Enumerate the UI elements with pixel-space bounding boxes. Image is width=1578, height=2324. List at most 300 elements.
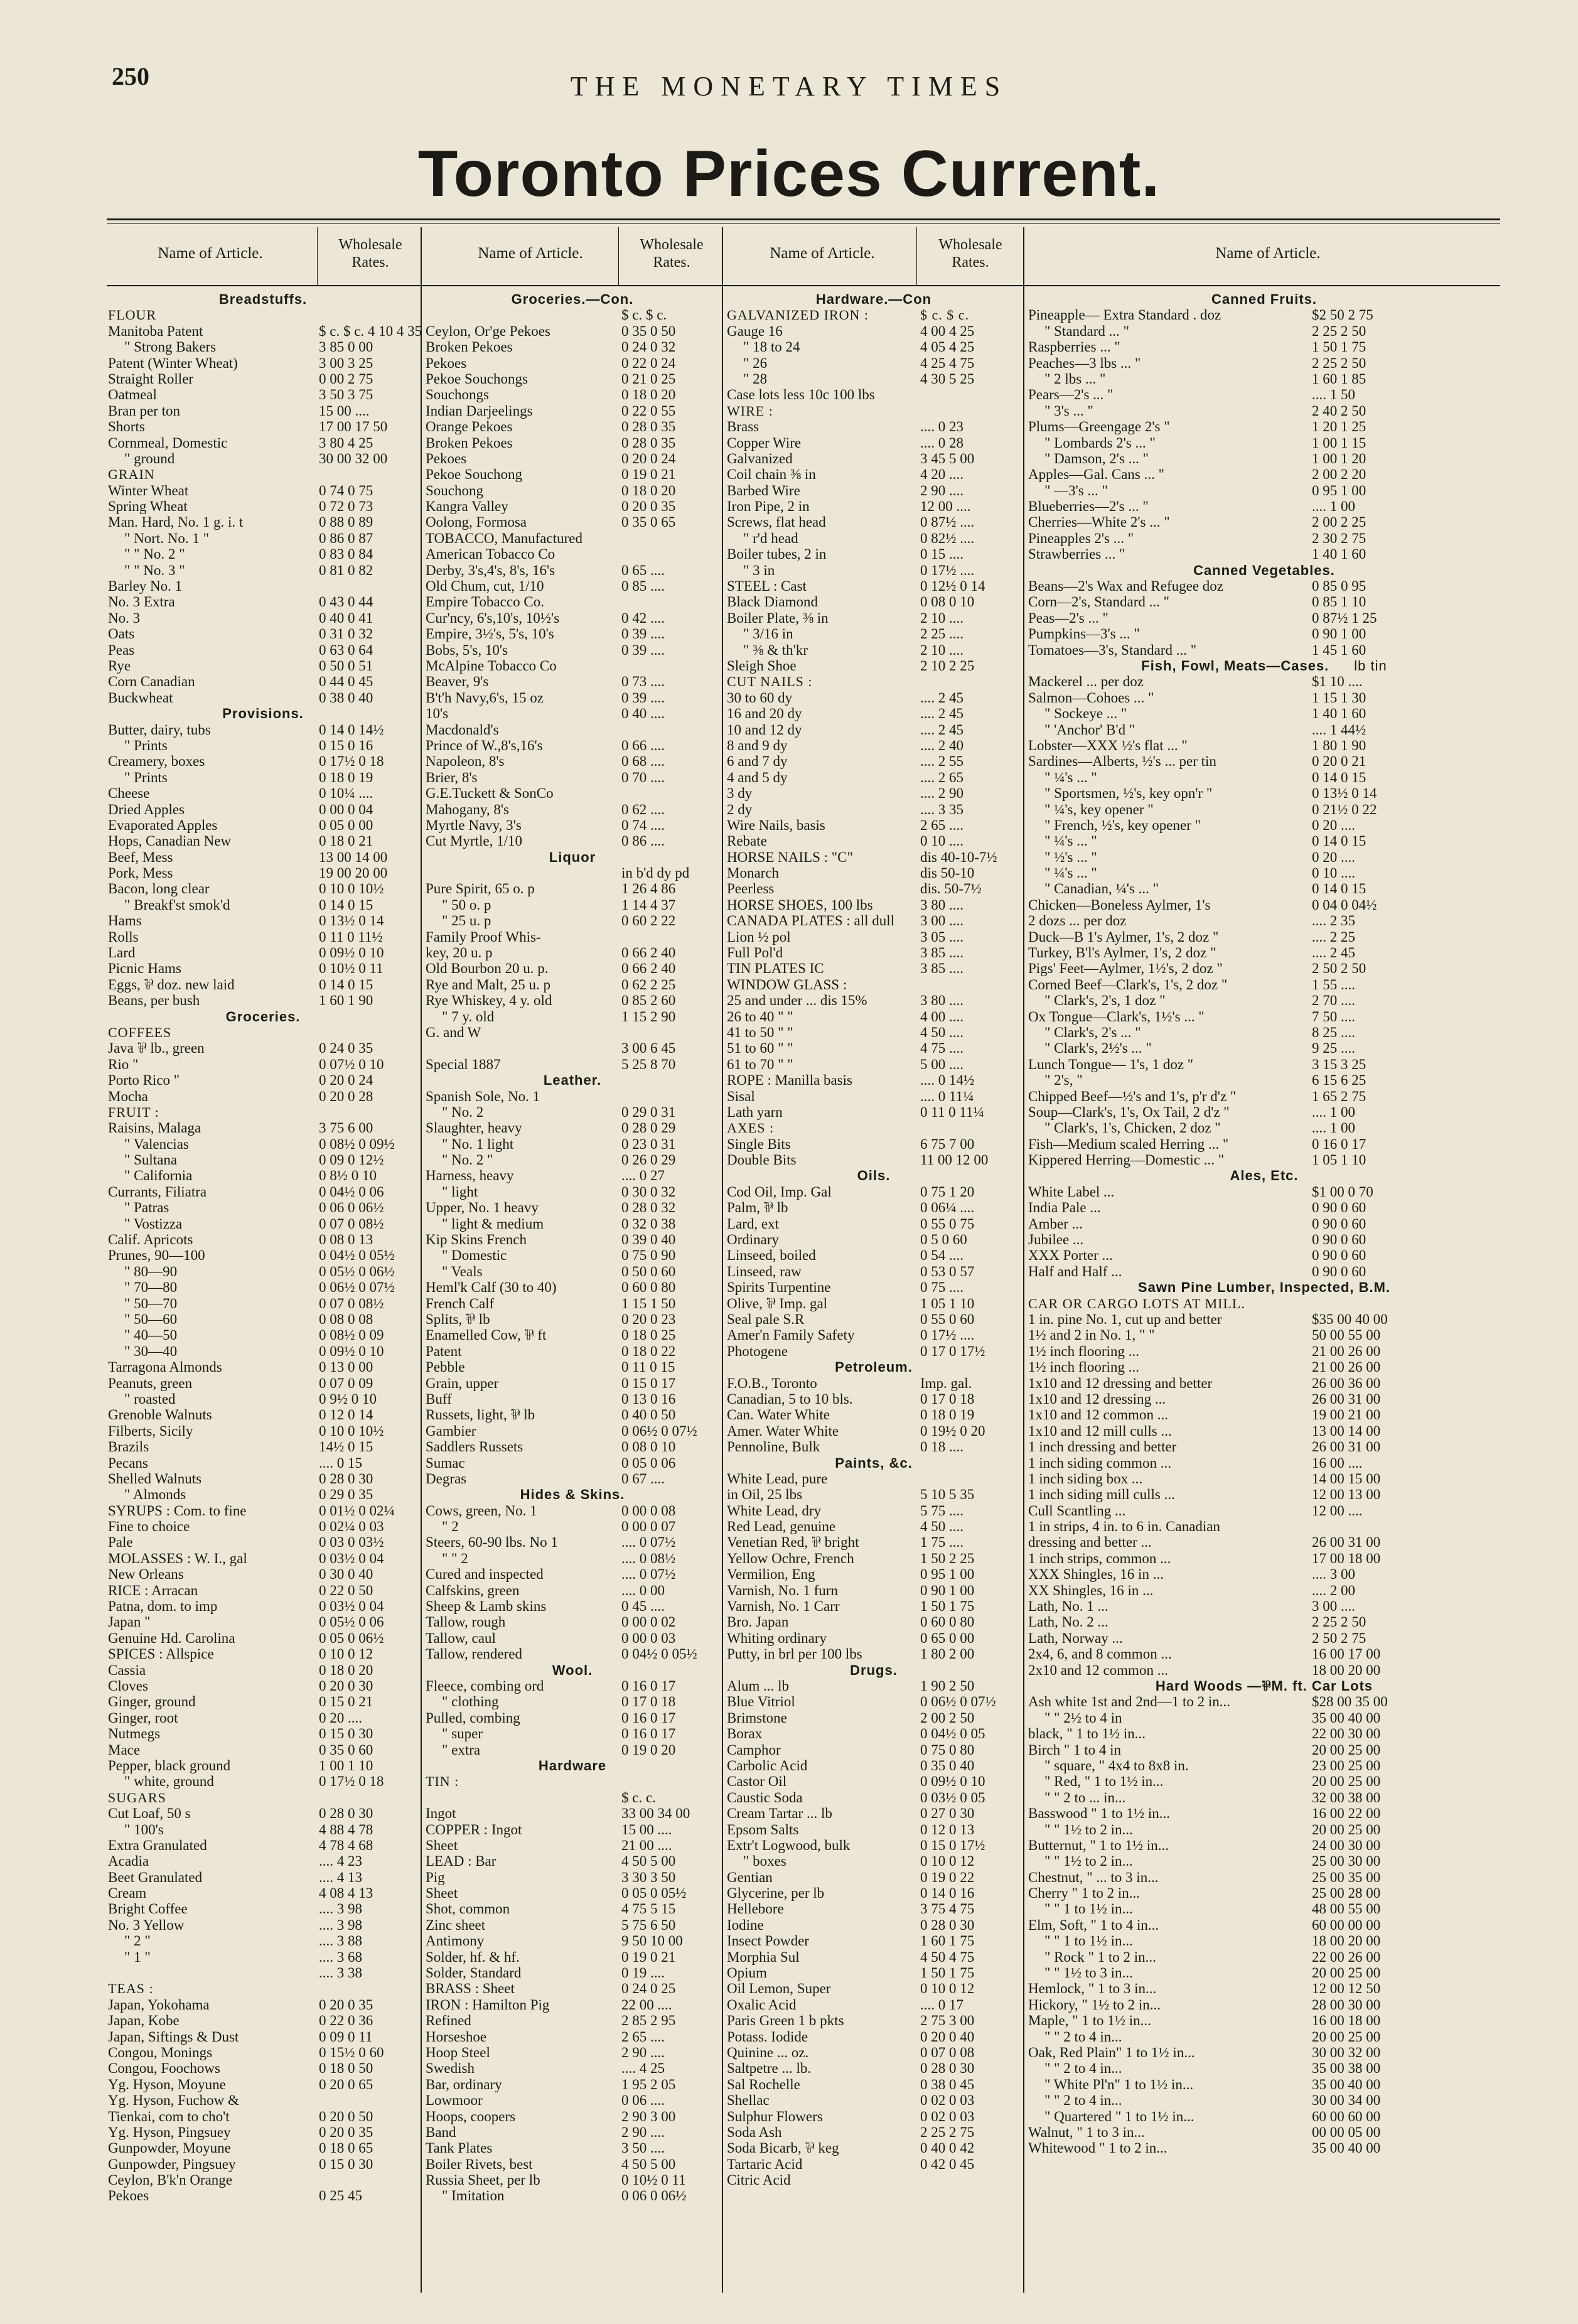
price-row bbox=[108, 1200, 418, 1215]
price-row bbox=[426, 1359, 719, 1375]
wholesale-rate: 35 00 40 00 bbox=[1312, 2140, 1381, 2156]
wholesale-rate: 0 17 0 17½ bbox=[920, 1343, 985, 1359]
article-name: Morphia Sul bbox=[727, 1949, 800, 1965]
article-name: 1½ inch flooring ... bbox=[1028, 1343, 1139, 1359]
article-name: Tarragona Almonds bbox=[108, 1359, 222, 1375]
price-row bbox=[727, 1279, 1021, 1295]
article-name: Yg. Hyson, Pingsuey bbox=[108, 2124, 231, 2140]
wholesale-rate: 60 00 00 00 bbox=[1312, 1917, 1381, 1933]
wholesale-rate: 0 00 0 08 bbox=[621, 1502, 676, 1519]
section-heading bbox=[727, 1455, 1021, 1471]
wholesale-rate: 0 35 0 65 bbox=[621, 514, 676, 530]
price-row bbox=[1028, 435, 1500, 451]
article-name: Borax bbox=[727, 1726, 763, 1742]
wholesale-rate: 2 85 2 95 bbox=[621, 2013, 676, 2029]
article-name: " 2's, " bbox=[1044, 1072, 1083, 1089]
price-row bbox=[1028, 1949, 1500, 1965]
article-name: Pumpkins—3's ... " bbox=[1028, 626, 1140, 642]
price-row bbox=[727, 1758, 1021, 1773]
article-name: Souchongs bbox=[426, 387, 489, 403]
section-unit: lb tin bbox=[1354, 657, 1387, 674]
article-name: Myrtle Navy, 3's bbox=[426, 817, 522, 833]
price-row bbox=[426, 1391, 719, 1407]
price-row bbox=[1028, 1232, 1500, 1247]
wholesale-rate: 0 35 0 40 bbox=[920, 1757, 975, 1773]
price-row bbox=[727, 1534, 1021, 1550]
article-name: Sleigh Shoe bbox=[727, 657, 797, 674]
wholesale-rate: 0 20 0 35 bbox=[319, 2124, 373, 2140]
article-name: CANADA PLATES : all dull bbox=[727, 913, 895, 929]
price-row bbox=[108, 1184, 418, 1200]
wholesale-rate: 3 00 .... bbox=[920, 913, 963, 929]
wholesale-rate: .... 3 00 bbox=[1312, 1566, 1355, 1583]
article-name: Pears—2's ... " bbox=[1028, 387, 1114, 403]
wholesale-rate: 0 04½ 0 06 bbox=[319, 1183, 384, 1200]
article-name: XXX Shingles, 16 in ... bbox=[1028, 1566, 1164, 1583]
price-row bbox=[1028, 897, 1500, 913]
subheading-row bbox=[727, 403, 1021, 419]
wholesale-rate: 0 87½ 1 25 bbox=[1312, 610, 1377, 626]
price-row bbox=[426, 1296, 719, 1311]
wholesale-rate: 30 00 34 00 bbox=[1312, 2092, 1381, 2109]
price-row bbox=[727, 2140, 1021, 2156]
wholesale-rate: 0 74 .... bbox=[621, 817, 665, 833]
article-name: Pennoline, Bulk bbox=[727, 1439, 820, 1455]
price-row bbox=[426, 1311, 719, 1327]
price-row bbox=[727, 849, 1021, 865]
price-row bbox=[1028, 1040, 1500, 1056]
article-name: Bacon, long clear bbox=[108, 881, 210, 897]
wholesale-rate: 0 04½ 0 05½ bbox=[319, 1247, 395, 1264]
wholesale-rate: 0 81 0 82 bbox=[319, 562, 373, 578]
wholesale-rate: 26 00 31 00 bbox=[1312, 1534, 1381, 1551]
price-row bbox=[1028, 706, 1500, 721]
price-row bbox=[426, 1343, 719, 1359]
wholesale-rate: 2 10 2 25 bbox=[920, 657, 975, 674]
wholesale-rate: 0 87½ .... bbox=[920, 514, 975, 530]
wholesale-rate: 5 25 8 70 bbox=[621, 1056, 676, 1072]
price-row bbox=[1028, 2077, 1500, 2092]
price-row bbox=[1028, 993, 1500, 1008]
price-row bbox=[108, 977, 418, 993]
wholesale-rate: 4 75 .... bbox=[920, 1040, 963, 1057]
wholesale-rate: .... 2 40 bbox=[920, 737, 963, 753]
price-row bbox=[727, 1917, 1021, 1933]
wholesale-rate: 2 25 .... bbox=[920, 626, 963, 642]
price-row bbox=[426, 1184, 719, 1200]
section-heading bbox=[426, 849, 719, 865]
wholesale-rate: 16 00 17 00 bbox=[1312, 1646, 1381, 1662]
wholesale-rate: $ c. $ c. bbox=[920, 307, 970, 323]
wholesale-rate: 0 08½ 0 09 bbox=[319, 1327, 384, 1343]
wholesale-rate: 11 00 12 00 bbox=[920, 1152, 989, 1168]
price-row bbox=[727, 865, 1021, 881]
article-name: Refined bbox=[426, 2013, 471, 2029]
article-name: 1 inch siding mill culls ... bbox=[1028, 1487, 1175, 1503]
price-row bbox=[108, 753, 418, 769]
article-name: Maple, " 1 to 1½ in... bbox=[1028, 2013, 1151, 2029]
running-head: THE MONETARY TIMES bbox=[570, 71, 1008, 102]
price-row bbox=[1028, 1471, 1500, 1487]
price-row bbox=[1028, 770, 1500, 785]
article-name: Linseed, raw bbox=[727, 1263, 802, 1279]
price-row bbox=[727, 2013, 1021, 2028]
wholesale-rate: 0 20 0 24 bbox=[319, 1072, 373, 1089]
wholesale-rate: .... 0 00 bbox=[621, 1582, 665, 1598]
price-row bbox=[426, 1407, 719, 1423]
price-row bbox=[426, 1805, 719, 1821]
wholesale-rate: 2 25 2 50 bbox=[1312, 355, 1366, 371]
article-name: " 50 o. p bbox=[442, 896, 491, 913]
wholesale-rate: 0 06 0 06½ bbox=[319, 1200, 384, 1216]
price-row bbox=[727, 960, 1021, 976]
article-name: Elm, Soft, " 1 to 4 in... bbox=[1028, 1917, 1159, 1933]
price-row bbox=[108, 594, 418, 610]
price-row bbox=[727, 833, 1021, 849]
article-name: B't'h Navy,6's, 15 oz bbox=[426, 689, 544, 706]
article-name: Pekoes bbox=[426, 450, 467, 466]
price-row bbox=[426, 1200, 719, 1215]
article-name: Whitewood " 1 to 2 in... bbox=[1028, 2140, 1167, 2156]
wholesale-rate: 2 65 .... bbox=[920, 817, 963, 833]
wholesale-rate: 0 03½ 0 05 bbox=[920, 1789, 985, 1805]
wholesale-rate: .... 1 00 bbox=[1312, 1120, 1355, 1136]
price-row bbox=[1028, 1710, 1500, 1726]
wholesale-rate: 20 00 25 00 bbox=[1312, 1741, 1381, 1758]
article-name: Rio " bbox=[108, 1056, 139, 1072]
price-row bbox=[1028, 945, 1500, 960]
price-row bbox=[727, 562, 1021, 578]
wholesale-rate: 0 15½ 0 60 bbox=[319, 2044, 384, 2060]
article-name: Corn—2's, Standard ... " bbox=[1028, 594, 1169, 610]
price-row bbox=[108, 339, 418, 355]
price-row bbox=[108, 1040, 418, 1056]
price-row bbox=[727, 913, 1021, 928]
price-row bbox=[426, 1232, 719, 1247]
section-heading-text: Hardware bbox=[538, 1757, 607, 1773]
price-row bbox=[426, 1534, 719, 1550]
wholesale-rate: 2 65 .... bbox=[621, 2028, 665, 2045]
article-name: Shelled Walnuts bbox=[108, 1470, 202, 1487]
price-row bbox=[1028, 323, 1500, 339]
wholesale-rate: 20 00 25 00 bbox=[1312, 1773, 1381, 1790]
price-row bbox=[108, 355, 418, 371]
article-name: 1x10 and 12 dressing and better bbox=[1028, 1375, 1213, 1391]
article-name: Family Proof Whis- bbox=[426, 928, 541, 945]
price-row bbox=[727, 1853, 1021, 1869]
article-name: " 70—80 bbox=[124, 1279, 178, 1296]
price-row bbox=[727, 1200, 1021, 1215]
price-row bbox=[108, 1742, 418, 1758]
price-row bbox=[108, 562, 418, 578]
article-name: " " 2½ to 4 in bbox=[1044, 1709, 1122, 1726]
article-name: " Patras bbox=[124, 1200, 169, 1216]
price-row bbox=[727, 355, 1021, 371]
article-name: " " No. 2 " bbox=[124, 546, 185, 562]
wholesale-rate: $ c. $ c. bbox=[621, 307, 667, 323]
article-name: " white, ground bbox=[124, 1773, 214, 1790]
price-row bbox=[426, 610, 719, 626]
wholesale-rate: 4 05 4 25 bbox=[920, 339, 975, 355]
wholesale-rate: dis 40-10-7½ bbox=[920, 849, 997, 865]
article-name: in Oil, 25 lbs bbox=[727, 1487, 803, 1503]
wholesale-rate: 1 00 1 15 bbox=[1312, 434, 1366, 451]
price-row bbox=[426, 817, 719, 833]
wholesale-rate: 1 14 4 37 bbox=[621, 896, 676, 913]
top-rule bbox=[107, 218, 1500, 220]
article-name: Cured and inspected bbox=[426, 1566, 544, 1583]
wholesale-rate: 0 00 0 04 bbox=[319, 801, 373, 817]
wholesale-rate: 0 08 0 08 bbox=[319, 1311, 373, 1327]
price-row bbox=[426, 1009, 719, 1025]
article-name: Lowmoor bbox=[426, 2092, 483, 2109]
price-row bbox=[727, 1566, 1021, 1582]
price-row bbox=[1028, 849, 1500, 865]
subheading-row bbox=[108, 466, 418, 482]
price-row bbox=[108, 1837, 418, 1853]
article-name: Steers, 60-90 lbs. No 1 bbox=[426, 1534, 558, 1551]
price-row bbox=[108, 1710, 418, 1726]
article-name: " 3's ... " bbox=[1044, 402, 1093, 419]
wholesale-rate: 0 14 0 15 bbox=[319, 976, 373, 993]
price-row bbox=[1028, 960, 1500, 976]
price-row bbox=[727, 1519, 1021, 1534]
article-name: " clothing bbox=[442, 1694, 499, 1710]
article-name: Hops, Canadian New bbox=[108, 833, 232, 849]
wholesale-rate: 0 07 0 08 bbox=[920, 2044, 975, 2060]
wholesale-rate: 0 06½ 0 07½ bbox=[920, 1694, 996, 1710]
price-row bbox=[1028, 1216, 1500, 1232]
wholesale-rate: 0 05 0 05½ bbox=[621, 1885, 687, 1902]
article-name: Carbolic Acid bbox=[727, 1757, 808, 1773]
price-row bbox=[727, 1997, 1021, 2013]
article-name: Duck—B 1's Aylmer, 1's, 2 doz " bbox=[1028, 928, 1219, 945]
wholesale-rate: .... 0 08½ bbox=[621, 1550, 676, 1566]
wholesale-rate: 0 16 0 17 bbox=[1312, 1136, 1366, 1152]
article-name: Pork, Mess bbox=[108, 865, 173, 881]
price-row bbox=[727, 514, 1021, 530]
article-name: Turkey, B'l's Aylmer, 1's, 2 doz " bbox=[1028, 945, 1216, 961]
wholesale-rate: 3 45 5 00 bbox=[920, 450, 975, 466]
wholesale-rate: 35 00 40 00 bbox=[1312, 1709, 1381, 1726]
wholesale-rate: 4 88 4 78 bbox=[319, 1821, 373, 1837]
price-row bbox=[426, 403, 719, 419]
wholesale-rate: 0 65 0 00 bbox=[920, 1630, 975, 1646]
article-name: Pineapple— Extra Standard . doz bbox=[1028, 307, 1221, 323]
article-name: Peerless bbox=[727, 881, 775, 897]
article-name: Sheet bbox=[426, 1885, 458, 1902]
article-name: " Prints bbox=[124, 737, 168, 753]
wholesale-rate: 0 26 0 29 bbox=[621, 1152, 676, 1168]
wholesale-rate: dis 50-10 bbox=[920, 865, 975, 881]
price-row bbox=[108, 546, 418, 562]
article-name: " square, " 4x4 to 8x8 in. bbox=[1044, 1757, 1189, 1773]
wholesale-rate: 15 00 .... bbox=[621, 1821, 672, 1837]
price-row bbox=[1028, 674, 1500, 689]
article-name: Lunch Tongue— 1's, 1 doz " bbox=[1028, 1056, 1194, 1072]
article-name: Oatmeal bbox=[108, 387, 157, 403]
price-row bbox=[1028, 546, 1500, 562]
price-row bbox=[1028, 1247, 1500, 1263]
article-name: WIRE : bbox=[727, 402, 773, 419]
article-name: Fine to choice bbox=[108, 1519, 190, 1535]
article-name: No. 3 bbox=[108, 610, 141, 626]
price-row bbox=[1028, 1790, 1500, 1805]
article-name: " " 2 to 4 in... bbox=[1044, 2060, 1122, 2077]
article-name: Mahogany, 8's bbox=[426, 801, 509, 817]
article-name: Tallow, rendered bbox=[426, 1646, 522, 1662]
article-name: Nutmegs bbox=[108, 1726, 161, 1742]
wholesale-rate: 0 90 0 60 bbox=[1312, 1200, 1366, 1216]
price-column-3 bbox=[727, 291, 1021, 2188]
wholesale-rate: 0 20 .... bbox=[1312, 817, 1355, 833]
wholesale-rate: 19 00 20 00 bbox=[319, 865, 388, 881]
price-row bbox=[727, 546, 1021, 562]
article-name: GRAIN bbox=[108, 466, 155, 483]
price-row bbox=[1028, 419, 1500, 434]
price-row bbox=[727, 1423, 1021, 1439]
wholesale-rate: 1 60 1 90 bbox=[319, 993, 373, 1009]
article-name: No. 3 Extra bbox=[108, 594, 175, 610]
section-heading-text: Hard Woods —⅌M. ft. Car Lots bbox=[1155, 1677, 1373, 1694]
price-row bbox=[1028, 1375, 1500, 1391]
article-name: Linseed, boiled bbox=[727, 1247, 816, 1264]
price-row bbox=[426, 2156, 719, 2172]
article-name: Rolls bbox=[108, 928, 139, 945]
wholesale-rate: 0 22 0 55 bbox=[621, 402, 676, 419]
wholesale-rate: 4 50 5 00 bbox=[621, 1853, 676, 1869]
price-row bbox=[108, 849, 418, 865]
wholesale-rate: 0 19 0 20 bbox=[621, 1741, 676, 1758]
price-row bbox=[727, 2077, 1021, 2092]
article-name: Soup—Clark's, 1's, Ox Tail, 2 d'z " bbox=[1028, 1104, 1230, 1120]
price-row bbox=[108, 403, 418, 419]
wholesale-rate: $35 00 40 00 bbox=[1312, 1311, 1388, 1327]
section-heading-text: Liquor bbox=[549, 849, 596, 865]
wholesale-rate: 0 17½ 0 18 bbox=[319, 1773, 384, 1790]
price-row bbox=[108, 2109, 418, 2124]
price-row bbox=[727, 626, 1021, 642]
price-row bbox=[727, 1487, 1021, 1502]
price-row bbox=[108, 1853, 418, 1869]
wholesale-rate: 0 08½ 0 09½ bbox=[319, 1136, 395, 1152]
article-name: Boiler Plate, ⅜ in bbox=[727, 610, 829, 626]
column-rule bbox=[722, 227, 723, 2293]
price-row bbox=[727, 1247, 1021, 1263]
article-name: Photogene bbox=[727, 1343, 788, 1359]
wholesale-rate: 0 15 0 21 bbox=[319, 1694, 373, 1710]
article-name: Oil Lemon, Super bbox=[727, 1981, 831, 1997]
article-name: McAlpine Tobacco Co bbox=[426, 657, 557, 674]
wholesale-rate: 0 01½ 0 02¼ bbox=[319, 1502, 395, 1519]
wholesale-rate: 13 00 14 00 bbox=[1312, 1423, 1381, 1439]
wholesale-rate: 1 26 4 86 bbox=[621, 881, 676, 897]
wholesale-rate: 25 00 30 00 bbox=[1312, 1853, 1381, 1869]
price-row bbox=[426, 1598, 719, 1614]
wholesale-rate: .... 3 98 bbox=[319, 1901, 362, 1917]
article-name: Russia Sheet, per lb bbox=[426, 2172, 540, 2188]
wholesale-rate: 8 25 .... bbox=[1312, 1024, 1355, 1040]
price-row bbox=[727, 1009, 1021, 1025]
wholesale-rate: 7 50 .... bbox=[1312, 1008, 1355, 1025]
price-row bbox=[727, 2124, 1021, 2140]
price-row bbox=[426, 323, 719, 339]
wholesale-rate: 1 15 1 50 bbox=[621, 1295, 676, 1311]
wholesale-rate: 5 00 .... bbox=[920, 1056, 963, 1072]
section-heading bbox=[727, 1359, 1021, 1375]
section-heading bbox=[108, 706, 418, 721]
price-row bbox=[1028, 2124, 1500, 2140]
price-row bbox=[727, 1471, 1021, 1487]
article-name: Varnish, No. 1 Carr bbox=[727, 1598, 840, 1615]
wholesale-rate: 0 17½ 0 18 bbox=[319, 753, 384, 770]
wholesale-rate: 0 53 0 57 bbox=[920, 1263, 975, 1279]
section-heading bbox=[1028, 1168, 1500, 1183]
wholesale-rate: 0 17½ .... bbox=[920, 562, 975, 578]
article-name: " Sultana bbox=[124, 1152, 178, 1168]
wholesale-rate: 0 39 .... bbox=[621, 626, 665, 642]
article-name: F.O.B., Toronto bbox=[727, 1375, 817, 1391]
article-name: Extr't Logwood, bulk bbox=[727, 1837, 851, 1853]
price-row bbox=[108, 817, 418, 833]
price-row bbox=[108, 833, 418, 849]
article-name: Sulphur Flowers bbox=[727, 2108, 823, 2124]
wholesale-rate: 0 90 0 60 bbox=[1312, 1263, 1366, 1279]
price-row bbox=[1028, 1997, 1500, 2013]
price-row bbox=[1028, 1407, 1500, 1423]
price-row bbox=[1028, 1423, 1500, 1439]
wholesale-rate: 1 75 .... bbox=[920, 1534, 963, 1551]
wholesale-rate: 2 40 2 50 bbox=[1312, 402, 1366, 419]
wholesale-rate: .... 3 38 bbox=[319, 1965, 362, 1981]
article-name: Picnic Hams bbox=[108, 960, 181, 977]
wholesale-rate: 0 19½ 0 20 bbox=[920, 1423, 985, 1439]
article-name: Calfskins, green bbox=[426, 1582, 520, 1598]
wholesale-rate: 0 17 0 18 bbox=[621, 1694, 676, 1710]
article-name: Camphor bbox=[727, 1741, 781, 1758]
article-name: Tienkai, com to cho't bbox=[108, 2108, 230, 2124]
article-name: Ash white 1st and 2nd—1 to 2 in... bbox=[1028, 1694, 1230, 1710]
wholesale-rate: 16 00 18 00 bbox=[1312, 2013, 1381, 2029]
price-row bbox=[108, 802, 418, 817]
price-row bbox=[727, 1391, 1021, 1407]
article-name: Grain, upper bbox=[426, 1375, 499, 1391]
price-row bbox=[727, 770, 1021, 785]
article-name: 3 dy bbox=[727, 785, 753, 802]
article-name: Tallow, rough bbox=[426, 1614, 506, 1630]
article-name: Corned Beef—Clark's, 1's, 2 doz " bbox=[1028, 976, 1228, 993]
wholesale-rate: 0 28 0 32 bbox=[621, 1200, 676, 1216]
article-name: Venetian Red, ⅌ bright bbox=[727, 1534, 859, 1551]
price-row bbox=[426, 690, 719, 706]
price-row bbox=[426, 562, 719, 578]
article-name: TEAS : bbox=[108, 1981, 154, 1997]
wholesale-rate: 19 00 21 00 bbox=[1312, 1407, 1381, 1423]
article-name: White Lead, pure bbox=[727, 1470, 828, 1487]
article-name: Patent bbox=[426, 1343, 462, 1359]
article-name: Butter, dairy, tubs bbox=[108, 721, 211, 738]
article-name: Brier, 8's bbox=[426, 769, 478, 785]
price-row bbox=[426, 706, 719, 721]
wholesale-rate: 0 03½ 0 04 bbox=[319, 1550, 384, 1566]
price-row bbox=[426, 371, 719, 387]
wholesale-rate: 0 54 .... bbox=[920, 1247, 963, 1264]
price-row bbox=[426, 1471, 719, 1487]
wholesale-rate: 0 17 0 18 bbox=[920, 1391, 975, 1407]
article-name: Kip Skins French bbox=[426, 1232, 527, 1248]
article-name: " 25 u. p bbox=[442, 913, 491, 929]
price-row bbox=[727, 1598, 1021, 1614]
